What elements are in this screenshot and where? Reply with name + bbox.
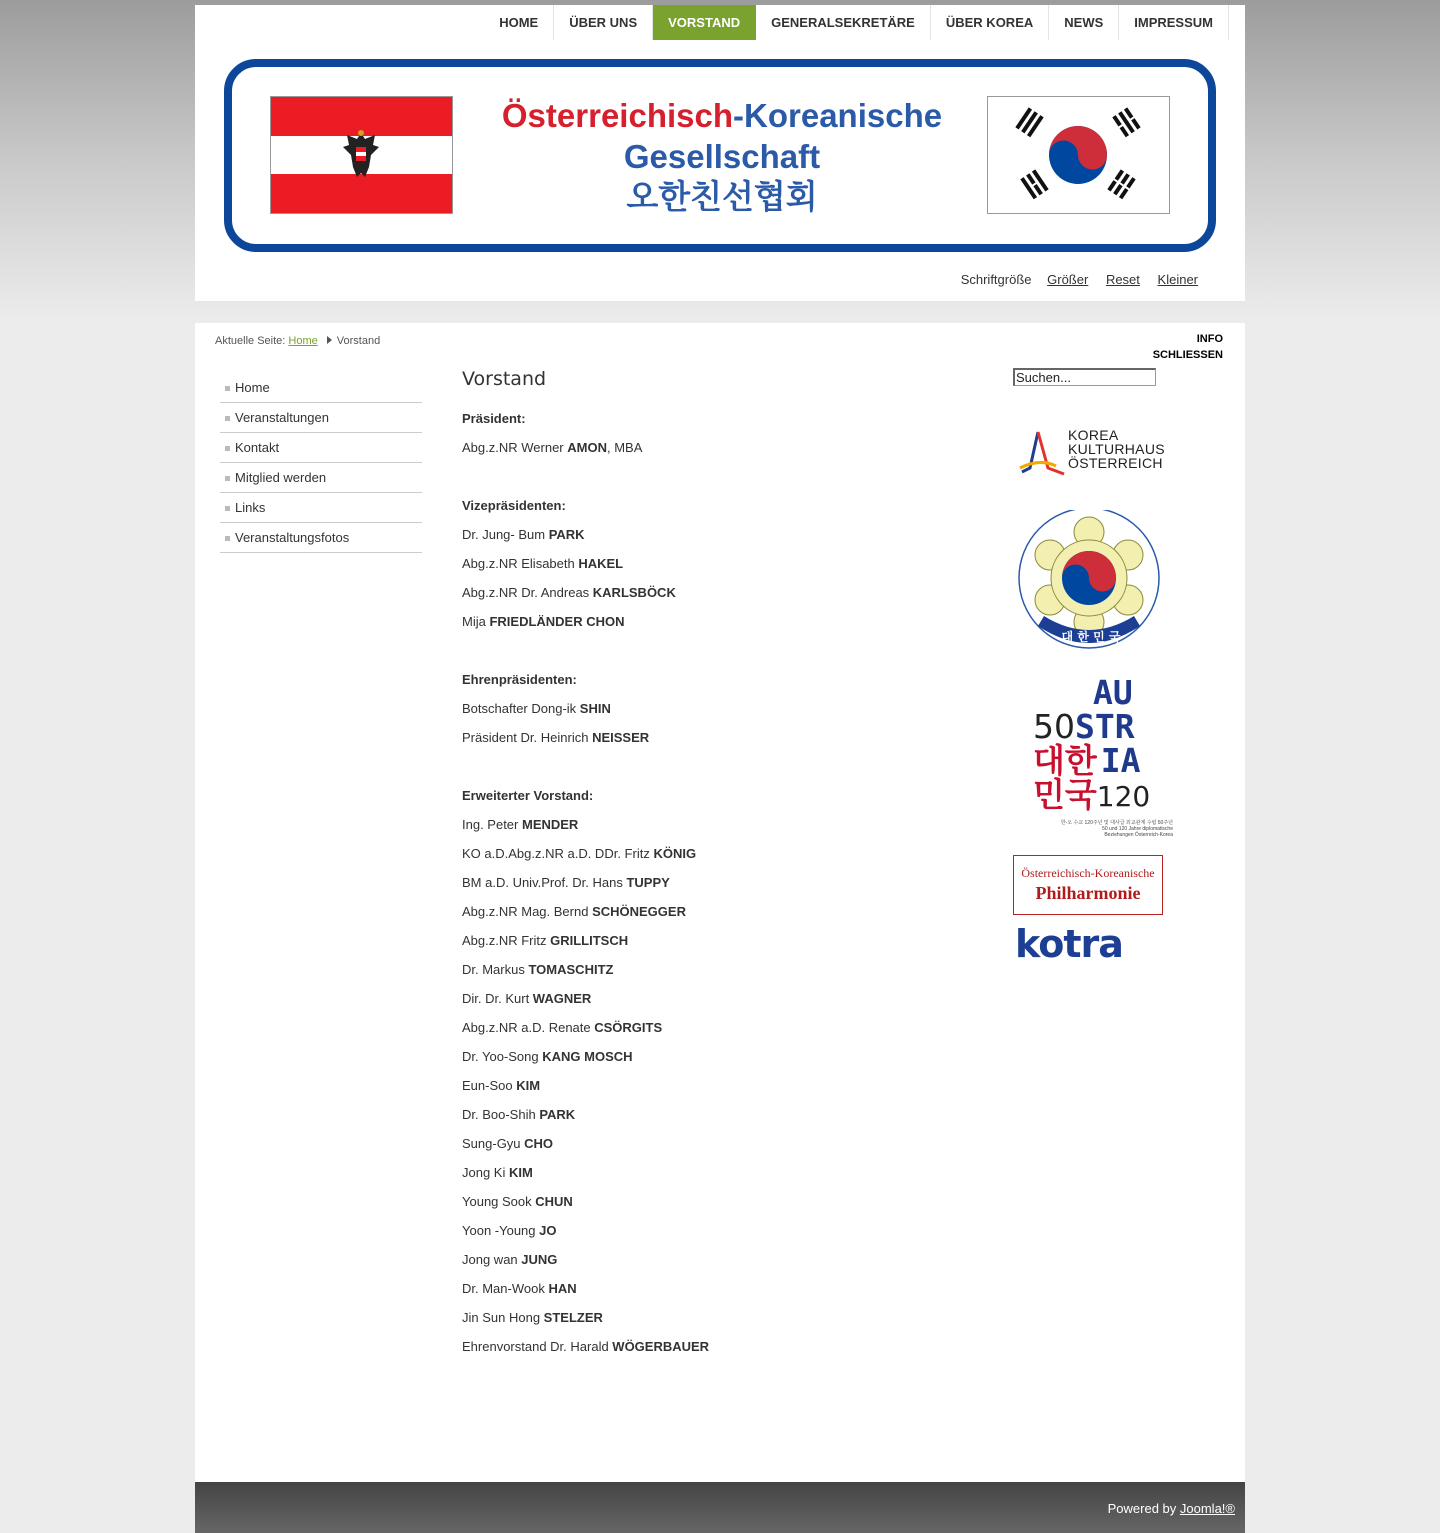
member-prefix: Sung-Gyu (462, 1136, 525, 1151)
member-prefix: Botschafter Dong-ik (462, 701, 580, 716)
philharmonie-line1: Österreichisch-Koreanische (1021, 866, 1155, 880)
member-surname: MENDER (521, 817, 579, 832)
member-suffix: , MBA (606, 440, 643, 455)
section-heading: Präsident: (462, 411, 526, 426)
member-surname: NEISSER (592, 730, 650, 745)
austria-flag (270, 96, 453, 214)
nav-item-5[interactable]: NEWS (1049, 5, 1119, 40)
member-surname: FRIEDLÄNDER CHON (489, 614, 625, 629)
board-member-list (462, 404, 962, 1361)
korea-flag (987, 96, 1170, 214)
member-surname: HAN (548, 1281, 577, 1296)
font-smaller-link[interactable]: Kleiner (1157, 272, 1198, 287)
austrian-eagle-icon (341, 127, 381, 183)
member-prefix: Dir. Dr. Kurt (462, 991, 533, 1006)
left-menu-item[interactable]: Home (220, 373, 422, 403)
member-surname: PARK (539, 1107, 576, 1122)
info-link[interactable]: INFO (1196, 333, 1223, 345)
breadcrumb-current: Vorstand (336, 335, 381, 347)
banner-korean-name: 오한친선협회 (626, 178, 818, 215)
kulturhaus-line1: KOREA (1068, 427, 1119, 443)
close-link[interactable]: SCHLIESSEN (1152, 349, 1223, 361)
member-prefix: Mija (462, 614, 490, 629)
board-member (462, 1274, 962, 1303)
info-box (1153, 331, 1223, 363)
board-member (462, 810, 962, 839)
member-surname: PARK (548, 527, 585, 542)
member-prefix: Young Sook (462, 1194, 536, 1209)
logo50-small3: Beziehungen Österreich-Korea (1104, 832, 1173, 838)
site-banner (224, 59, 1216, 252)
breadcrumb-label: Aktuelle Seite: (215, 335, 286, 347)
banner-title-word1: Österreichisch (501, 97, 734, 134)
member-prefix: Dr. Yoo-Song (462, 1049, 543, 1064)
member-prefix: Dr. Jung- Bum (462, 527, 549, 542)
board-member (462, 926, 962, 955)
footer-powered-by: Powered by (1107, 1501, 1180, 1516)
member-prefix: Jong wan (462, 1252, 522, 1267)
member-prefix: Ehrenvorstand Dr. Harald (462, 1339, 613, 1354)
breadcrumb-arrow-icon (327, 336, 332, 344)
board-member (462, 1187, 962, 1216)
philharmonie-logo[interactable] (1013, 855, 1163, 915)
nav-item-6[interactable]: IMPRESSUM (1119, 5, 1229, 40)
board-member (462, 984, 962, 1013)
board-member (462, 433, 962, 462)
board-member (462, 1245, 962, 1274)
member-prefix: Abg.z.NR Elisabeth (462, 556, 579, 571)
page-title: Vorstand (462, 368, 547, 390)
korea-kulturhaus-logo[interactable] (1016, 428, 1166, 484)
member-surname: WÖGERBAUER (612, 1339, 710, 1354)
member-surname: CHO (524, 1136, 554, 1151)
member-prefix: Dr. Man-Wook (462, 1281, 549, 1296)
logo50-korean1: 대한 (1033, 741, 1097, 780)
board-member (462, 1158, 962, 1187)
spacer (462, 462, 962, 491)
board-member (462, 839, 962, 868)
kulturhaus-line3: ÖSTERREICH (1068, 455, 1163, 471)
section-heading: Ehrenpräsidenten: (462, 672, 577, 687)
nav-item-1[interactable]: ÜBER UNS (554, 5, 653, 40)
member-prefix: Jin Sun Hong (462, 1310, 544, 1325)
taegeukgi-icon (988, 97, 1169, 213)
member-prefix: BM a.D. Univ.Prof. Dr. Hans (462, 875, 627, 890)
font-reset-link[interactable]: Reset (1105, 272, 1140, 287)
page-wrapper (195, 0, 1245, 1533)
member-prefix: Eun-Soo (462, 1078, 517, 1093)
left-menu-item[interactable]: Kontakt (220, 433, 422, 463)
member-surname: GRILLITSCH (550, 933, 629, 948)
logo50-row2: STR (1075, 707, 1135, 746)
board-member (462, 694, 962, 723)
member-prefix: Ing. Peter (462, 817, 522, 832)
member-surname: TUPPY (626, 875, 670, 890)
logo50-num120: 120 (1096, 780, 1151, 813)
member-surname: KIM (508, 1165, 533, 1180)
member-surname: SHIN (579, 701, 611, 716)
main-area (195, 323, 1245, 1482)
member-prefix: Yoon -Young (462, 1223, 540, 1238)
font-bigger-link[interactable]: Größer (1047, 272, 1089, 287)
article-content (462, 368, 962, 1361)
board-member (462, 1013, 962, 1042)
board-member (462, 607, 962, 636)
member-prefix: Präsident Dr. Heinrich (462, 730, 593, 745)
breadcrumb-home-link[interactable]: Home (288, 335, 318, 347)
footer (195, 1482, 1245, 1533)
anniversary-50-120-logo[interactable] (1033, 673, 1173, 844)
member-prefix: Abg.z.NR Fritz (462, 933, 551, 948)
logo50-row3: IA (1100, 741, 1141, 780)
logo50-korean2: 민국 (1033, 775, 1097, 814)
font-size-controls (961, 272, 1198, 287)
member-surname: CSÖRGITS (594, 1020, 663, 1035)
member-surname: AMON (567, 440, 607, 455)
member-prefix: Abg.z.NR Dr. Andreas (462, 585, 593, 600)
main-navigation (484, 5, 1229, 40)
seal-text: 대 한 민 국 (1061, 630, 1121, 644)
nav-item-0[interactable]: HOME (484, 5, 554, 40)
header (195, 5, 1245, 301)
board-member (462, 1332, 962, 1361)
philharmonie-line2: Philharmonie (1035, 883, 1141, 903)
member-surname: KÖNIG (653, 846, 697, 861)
left-menu-item[interactable]: Veranstaltungsfotos (220, 523, 422, 553)
nav-item-4[interactable]: ÜBER KOREA (931, 5, 1049, 40)
member-prefix: KO a.D.Abg.z.NR a.D. DDr. Fritz (462, 846, 654, 861)
board-member (462, 549, 962, 578)
member-prefix: Abg.z.NR a.D. Renate (462, 1020, 595, 1035)
banner-title (472, 95, 972, 217)
logo50-row1: AU (1093, 673, 1133, 712)
member-prefix: Dr. Markus (462, 962, 529, 977)
nav-item-2[interactable]: VORSTAND (653, 5, 756, 40)
board-member (462, 868, 962, 897)
section-heading: Erweiterter Vorstand: (462, 788, 594, 803)
board-member (462, 520, 962, 549)
kulturhaus-line2: KULTURHAUS (1068, 441, 1165, 457)
kulturhaus-mark-icon (1016, 428, 1070, 482)
member-prefix: Abg.z.NR Werner (462, 440, 568, 455)
section-heading: Vizepräsidenten: (462, 498, 566, 513)
left-menu-item[interactable]: Links (220, 493, 422, 523)
member-surname: JO (539, 1223, 557, 1238)
spacer (462, 752, 962, 781)
member-surname: JUNG (521, 1252, 558, 1267)
member-surname: STELZER (543, 1310, 603, 1325)
banner-title-word2: -Koreanische (733, 97, 943, 134)
board-member (462, 955, 962, 984)
member-surname: CHUN (535, 1194, 573, 1209)
member-surname: KANG MOSCH (542, 1049, 633, 1064)
member-surname: KIM (516, 1078, 541, 1093)
member-surname: KARLSBÖCK (592, 585, 676, 600)
left-menu (220, 373, 422, 553)
board-member (462, 578, 962, 607)
board-member (462, 897, 962, 926)
spacer (462, 636, 962, 665)
logo50-small2: 50 und 120 Jahre diplomatische (1102, 826, 1173, 832)
member-prefix: Jong Ki (462, 1165, 509, 1180)
board-member (462, 1129, 962, 1158)
korea-national-seal-logo[interactable] (1016, 510, 1162, 656)
member-prefix: Dr. Boo-Shih (462, 1107, 540, 1122)
board-member (462, 1100, 962, 1129)
left-menu-item[interactable]: Mitglied werden (220, 463, 422, 493)
banner-title-line2: Gesellschaft (623, 138, 821, 175)
board-member (462, 1071, 962, 1100)
left-menu-item[interactable]: Veranstaltungen (220, 403, 422, 433)
member-surname: SCHÖNEGGER (592, 904, 686, 919)
nav-item-3[interactable]: GENERALSEKRETÄRE (756, 5, 931, 40)
search-input[interactable] (1013, 368, 1156, 386)
font-size-label: Schriftgröße (960, 272, 1032, 287)
board-member (462, 1042, 962, 1071)
joomla-link[interactable]: Joomla!® (1179, 1501, 1235, 1516)
member-prefix: Abg.z.NR Mag. Bernd (462, 904, 593, 919)
member-surname: TOMASCHITZ (528, 962, 614, 977)
kotra-logo[interactable]: kotra (1015, 922, 1123, 966)
board-member (462, 723, 962, 752)
right-sidebar (1013, 368, 1183, 966)
member-surname: WAGNER (532, 991, 592, 1006)
board-member (462, 1216, 962, 1245)
member-surname: HAKEL (578, 556, 624, 571)
breadcrumb (215, 335, 380, 347)
board-member (462, 1303, 962, 1332)
logo50-num50: 50 (1033, 707, 1075, 746)
logo50-small1: 한-오 수교 120주년 및 대사급 외교관계 수립 50주년 (1060, 820, 1173, 826)
